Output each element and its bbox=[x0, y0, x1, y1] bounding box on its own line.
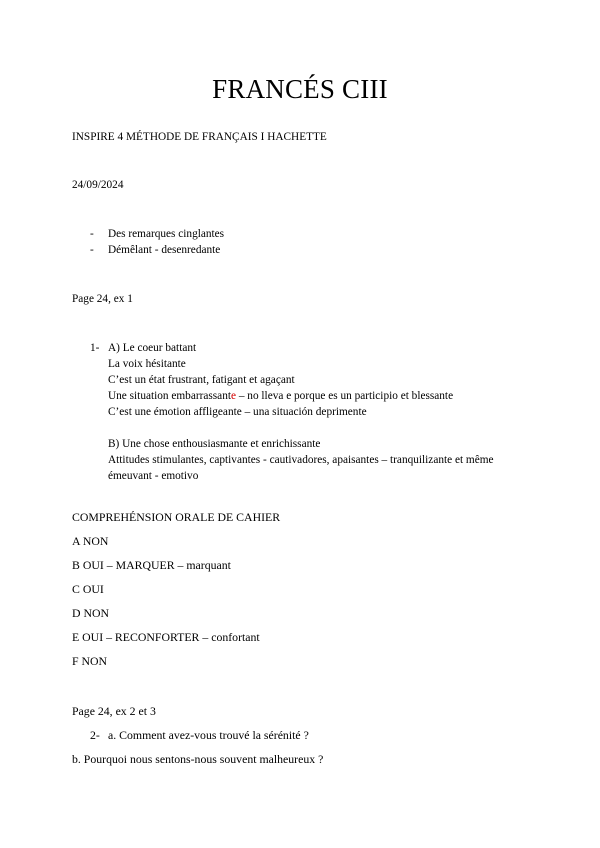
answer-item: E OUI – RECONFORTER – confortant bbox=[72, 630, 260, 644]
answer-line: Attitudes stimulantes, captivantes - cautivadores, apaisantes – tranquilizante et même bbox=[108, 454, 494, 466]
section-heading: COMPREHÉNSION ORALE DE CAHIER bbox=[72, 510, 281, 524]
answer-item: D NON bbox=[72, 606, 110, 620]
highlighted-letter: e bbox=[230, 390, 236, 402]
exercise-heading-1: Page 24, ex 1 bbox=[72, 293, 133, 305]
book-reference: INSPIRE 4 MÉTHODE DE FRANÇAIS I HACHETTE bbox=[72, 131, 327, 143]
exercise-number: 1- bbox=[90, 342, 100, 354]
answer-item: C OUI bbox=[72, 582, 104, 596]
answer-line: C’est un état frustrant, fatigant et agaçant bbox=[108, 374, 295, 386]
answer-line: émeuvant - emotivo bbox=[108, 470, 199, 482]
exercise-heading-2: Page 24, ex 2 et 3 bbox=[72, 704, 156, 718]
answer-line: La voix hésitante bbox=[108, 358, 186, 370]
exercise-number: 2- bbox=[90, 728, 100, 742]
answer-text: – no lleva e porque es un participio et blessante bbox=[236, 390, 454, 402]
list-bullet: - bbox=[90, 244, 94, 256]
list-item: Démêlant - desenredante bbox=[108, 244, 221, 256]
answer-line bbox=[108, 388, 453, 404]
date: 24/09/2024 bbox=[72, 179, 124, 191]
answer-text: Une situation embarrassant bbox=[108, 390, 231, 402]
list-item: Des remarques cinglantes bbox=[108, 228, 225, 240]
answer-item: B OUI – MARQUER – marquant bbox=[72, 558, 231, 572]
answer-line: A) Le coeur battant bbox=[108, 342, 197, 354]
answer-item: F NON bbox=[72, 654, 108, 668]
answer-item: A NON bbox=[72, 534, 109, 548]
list-bullet: - bbox=[90, 228, 94, 240]
answer-line: B) Une chose enthousiasmante et enrichissante bbox=[108, 438, 321, 450]
page-title: FRANCÉS CIII bbox=[212, 74, 388, 104]
question-line: a. Comment avez-vous trouvé la sérénité ? bbox=[108, 728, 309, 742]
answer-line: C’est une émotion affligeante – una situación deprimente bbox=[108, 406, 367, 418]
question-line: b. Pourquoi nous sentons-nous souvent malheureux ? bbox=[72, 752, 324, 766]
